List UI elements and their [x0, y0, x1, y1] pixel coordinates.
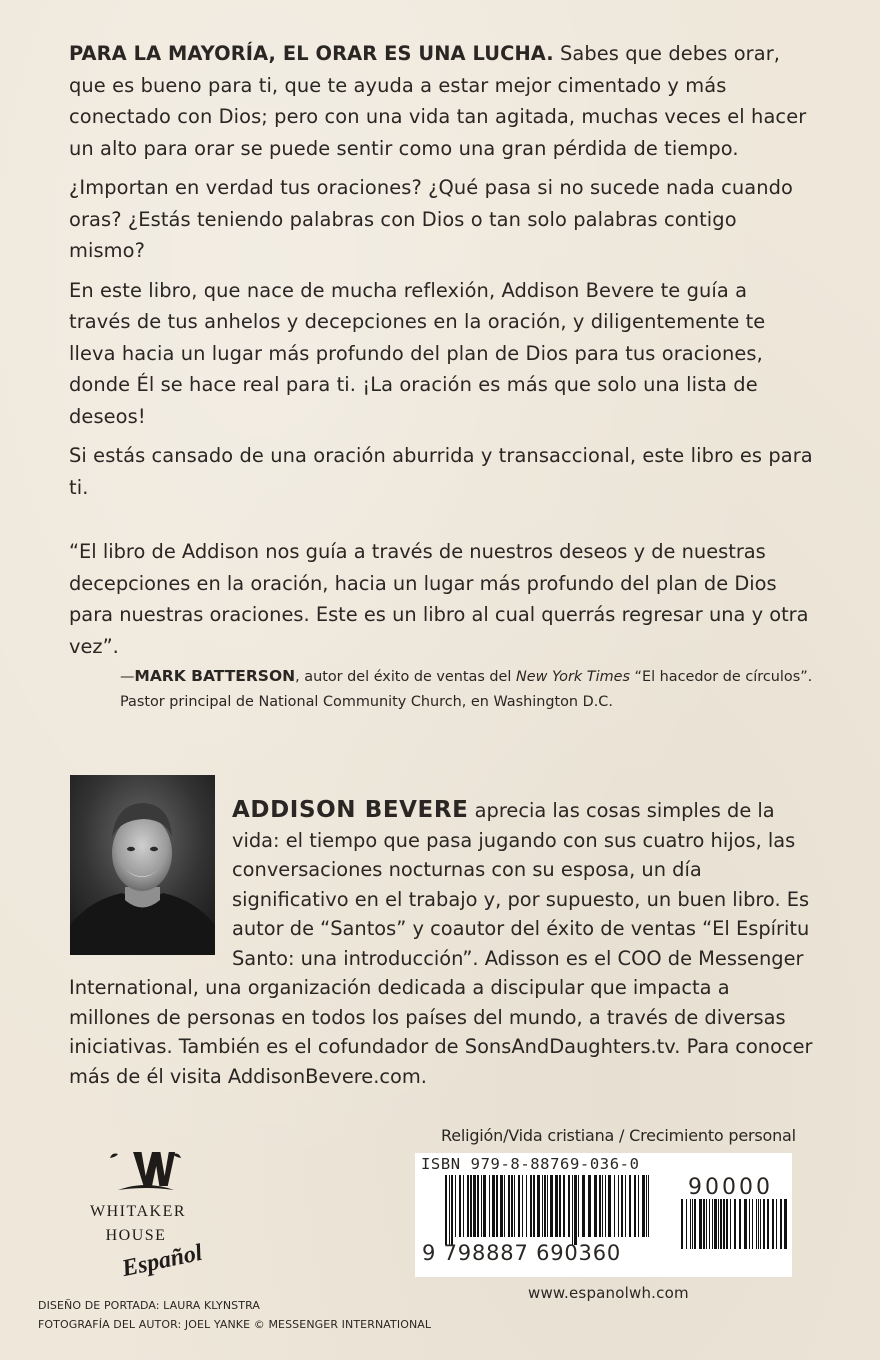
- author-photo-credit: FOTOGRAFÍA DEL AUTOR: JOEL YANKE © MESSENGER INTERNATIONAL: [38, 1318, 432, 1331]
- attribution-dash: —: [120, 669, 135, 685]
- blurb-lead: PARA LA MAYORÍA, EL ORAR ES UNA LUCHA.: [69, 42, 554, 65]
- photo-wrap-space: [69, 796, 232, 966]
- endorsement-attribution: [120, 664, 820, 715]
- isbn-label: ISBN 979-8-88769-036-0: [421, 1155, 640, 1173]
- book-blurb: [69, 38, 814, 511]
- cover-design-credit: DISEÑO DE PORTADA: LAURA KLYNSTRA: [38, 1299, 261, 1312]
- attribution-pre: , autor del éxito de ventas del: [295, 669, 516, 685]
- endorser-name: MARK BATTERSON: [134, 667, 296, 685]
- blurb-paragraph-4: Si estás cansado de una oración aburrida y transaccional, este libro es para ti.: [69, 444, 813, 499]
- author-bio: [69, 796, 814, 1091]
- price-code: 90000: [688, 1175, 773, 1200]
- publisher-line2: HOUSE: [105, 1227, 167, 1244]
- credits: [38, 1296, 431, 1334]
- quote-text: “El libro de Addison nos guía a través de nuestros deseos y de nuestras decepciones en la oración, hacia un lugar más profundo del plan de Dios para nuestras oraciones. Este es un libro al cual querrás regresar una y otra vez”.: [69, 540, 809, 658]
- author-name: ADDISON BEVERE: [232, 797, 469, 823]
- barcode-digits: 9 798887 690360: [422, 1241, 622, 1265]
- publisher-logo: [90, 1148, 230, 1278]
- publisher-line3: Español: [119, 1239, 205, 1278]
- blurb-paragraph-3: En este libro, que nace de mucha reflexión, Addison Bevere te guía a través de tus anhelos y decepciones en la oración, y diligentemente te lleva hacia un lugar más profundo del plan de Dios para tus oraciones, donde Él se hace real para ti. ¡La oración es más que solo una lista de deseos!: [69, 278, 766, 428]
- whitaker-house-logo-icon: [90, 1148, 230, 1278]
- publisher-website: www.espanolwh.com: [528, 1284, 689, 1302]
- endorsement-quote: [69, 536, 814, 662]
- publisher-line1: WHITAKER: [90, 1203, 187, 1220]
- attribution-publication: New York Times: [515, 669, 630, 685]
- blurb-paragraph-1-text: Sabes que debes orar, que es bueno para ti, que te ayuda a estar mejor cimentado y más conectado con Dios; pero con una vida tan agitada, muchas veces el hacer un alto para orar se puede sentir como una gran pérdida de tiempo.: [69, 42, 807, 160]
- attribution-post: “El hacedor de círculos”. Pastor principal de National Community Church, en Washington D.C.: [120, 669, 813, 710]
- blurb-paragraph-1: [69, 38, 814, 164]
- bio-text: aprecia las cosas simples de la vida: el tiempo que pasa jugando con sus cuatro hijos, las conversaciones nocturnas con su esposa, un día significativo en el trabajo y, por supuesto, un buen libro. Es autor de “Santos” y coautor del éxito de ventas “El Espíritu Santo: una introducción”. Adisson es el COO de Messenger International, una organización dedicada a discipular que impacta a millones de personas en todos los países del mundo, a través de diversas iniciativas. También es el cofundador de SonsAndDaughters.tv. Para conocer más de él visita AddisonBevere.com.: [69, 799, 813, 1088]
- book-category: Religión/Vida cristiana / Crecimiento personal: [441, 1126, 796, 1145]
- blurb-paragraph-2: ¿Importan en verdad tus oraciones? ¿Qué pasa si no sucede nada cuando oras? ¿Estás teniendo palabras con Dios o tan solo palabras contigo mismo?: [69, 176, 793, 262]
